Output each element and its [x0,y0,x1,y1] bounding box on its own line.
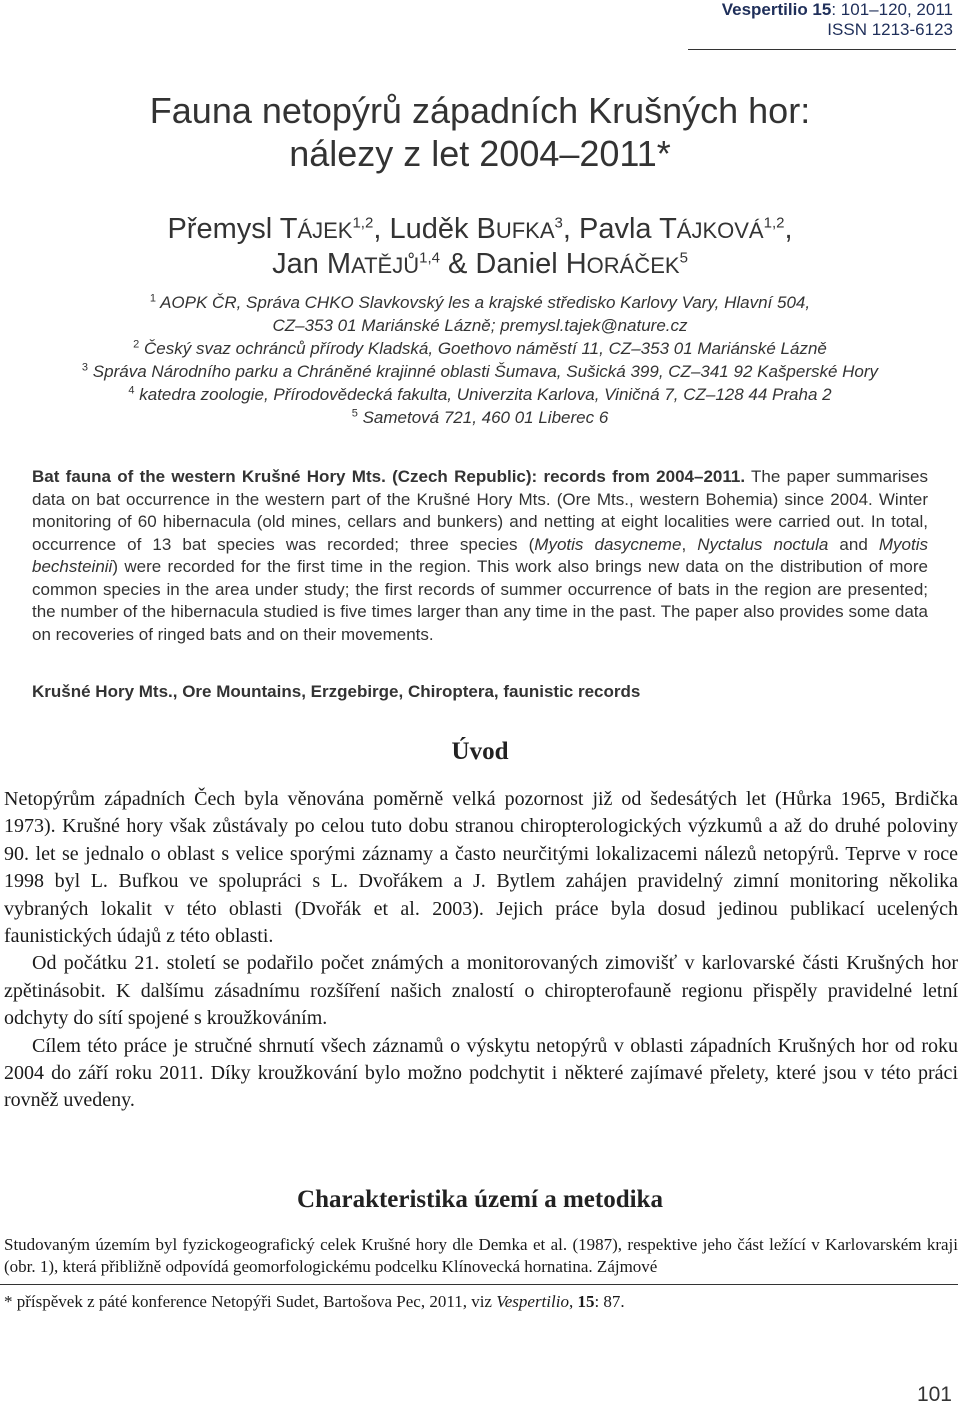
intro-paragraph-2: Od počátku 21. století se podařilo počet známých a monitorovaných zimovišť v karlovarské části Krušných hor zpětinásobit. K dalšímu zásadnímu rozšíření našich znalostí o chiropterofauně regionu přispěly pravidelné letní odchyty do sítí spojené s kroužkováním. [4,952,958,1030]
affiliation-3: $^3$ Správa Národního parku a Chráněné krajinné oblasti Šumava, Sušická 399, CZ–341 92 Kašperské Hory [81,361,879,381]
keywords: Krušné Hory Mts., Ore Mountains, Erzgebirge, Chiroptera, faunistic records [32,682,641,701]
authors-line-1: Přemysl TÁJEK$^{1,2}$, Luděk BUFKA$^3$, Pavla TÁJKOVÁ$^{1,2}$, [167,213,793,245]
title-line-1: Fauna netopýrů západních Krušných hor: [149,90,811,131]
intro-paragraph-1: Netopýrům západních Čech byla věnována poměrně velká pozornost již od šedesátých let (Hůrka 1965, Brdička 1973). Krušné hory však zůstávaly po celou tuto dobu stranou chiropterologických výzkumů a až do druhé poloviny 90. let se jednalo o oblast s velice sporými záznamy a často neurčitými lokalizacemi nálezů netopýrů. Teprve v roce 1998 byl L. Bufkou ve spolupráci s L. Dvořákem a J. Bytlem zahájen pravidelný zimní monitoring několika vybraných lokalit v této oblasti (Dvořák et al. 2003). Jejich práce byla dosud jedinou publikací ucelených faunistických údajů z této oblasti. [4,788,958,948]
species-name: Myotis dasycneme [534,534,682,554]
affiliation-1-cont: CZ–353 01 Mariánské Lázně; premysl.tajek@nature.cz [272,316,688,335]
methods-text: Studovaným územím byl fyzickogeografický celek Krušné hory dle Demka et al. (1987), respektive jeho část ležící v Karlovarském kraji (obr. 1), která přibližně odpovídá geomorfologickému podcelku Klínovecká hornatina. Zájmové [4,1235,958,1276]
abstract: Bat fauna of the western Krušné Hory Mts. (Czech Republic): records from 2004–2011. The paper summarises data on bat occurrence in the western part of the Krušné Hory Mts. (Ore Mts., western Bohemia) since 2004. Winter monitoring of 60 hibernacula (old mines, cellars and bunkers) and netting at eight localities were carried out. In total, occurrence of 13 bat species was recorded; three species (Myotis dasycneme, Nyctalus noctula and Myotis bechsteinii) were recorded for the first time in the region. This work also brings new data on the distribution of more common species in the area under study; the first records of summer occurrence of bats in the region are presented; the number of the hibernacula studied is five times larger than any time in the past. The paper also provides some data on recoveries of ringed bats and on their movements. [32,467,928,644]
affiliation-2: $^2$ Český svaz ochránců přírody Kladská, Goethovo náměstí 11, CZ–353 01 Mariánské Lázně [133,338,827,358]
journal-issn: ISSN 1213-6123 [827,20,953,39]
footnote: * příspěvek z páté konference Netopýři Sudet, Bartošova Pec, 2011, viz Vespertilio, 15: 87. [4,1292,625,1311]
page-number: 101 [916,1383,952,1406]
methods-heading: Charakteristika území a metodika [297,1186,663,1213]
footnote-rule [0,1284,958,1285]
journal-citation [722,0,953,20]
journal-header [722,0,953,40]
header-rule [688,49,956,50]
intro-heading: Úvod [451,738,509,765]
journal-name: Vespertilio 15 [721,0,832,19]
species-name: Nyctalus noctula [697,534,829,554]
intro-paragraph-3: Cílem této práce je stručné shrnutí všech záznamů o výskytu netopýrů v oblasti západních Krušných hor od roku 2004 do září roku 2011. Díky kroužkování bylo možno podchytit i některé zajímavé přelety, které jsou v této práci rovněž uvedeny. [4,1034,958,1112]
authors-line-2: Jan MATĚJŮ$^{1,4}$ & Daniel HORÁČEK$^5$ [272,248,688,280]
affiliation-1: $^1$ AOPK ČR, Správa CHKO Slavkovský les a krajské středisko Karlovy Vary, Hlavní 504, [149,292,811,312]
abstract-title: Bat fauna of the western Krušné Hory Mts. (Czech Republic): records from 2004–2011. [32,467,746,486]
title-line-2: nálezy z let 2004–2011* [289,133,671,174]
journal-pages: : 101–120, 2011 [831,0,953,19]
affiliation-5: $^5$ Sametová 721, 460 01 Liberec 6 [351,407,609,427]
paper-title [0,89,960,175]
intro-body [4,786,958,1115]
species-name: Myotis bechsteinii [32,534,928,576]
affiliation-4: $^4$ katedra zoologie, Přírodovědecká fakulta, Univerzita Karlova, Viničná 7, CZ–128 44 Praha 2 [128,384,832,404]
